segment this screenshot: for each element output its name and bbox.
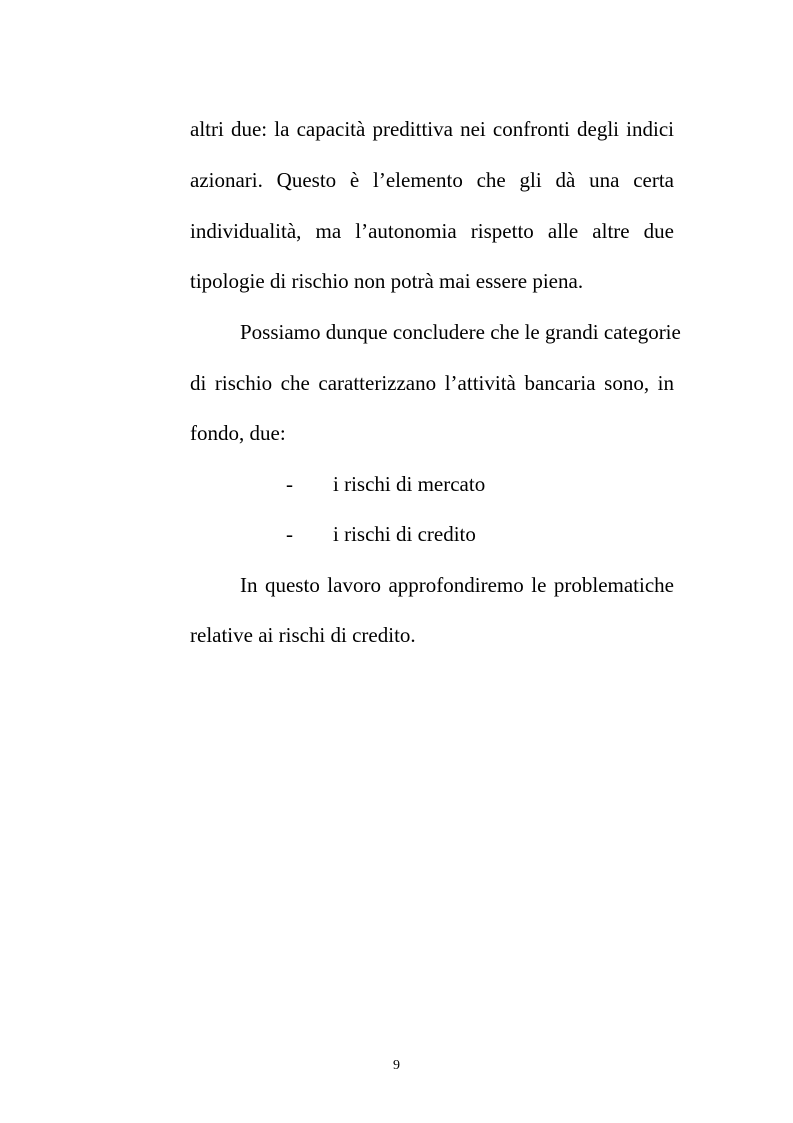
list-item-text: i rischi di mercato	[333, 472, 486, 496]
paragraph-3-line-1: In questo lavoro approfondiremo le problematiche	[240, 573, 674, 597]
paragraph-1-line-4: tipologie di rischio non potrà mai essere piena.	[190, 269, 584, 293]
paragraph-1-line-2: azionari. Questo è l’elemento che gli dà una certa	[190, 168, 674, 192]
paragraph-1-line-3: individualità, ma l’autonomia rispetto alle altre due	[190, 219, 674, 243]
paragraph-1-line-1: altri due: la capacità predittiva nei confronti degli indici	[190, 117, 674, 141]
list-marker: -	[286, 472, 293, 496]
page-number: 9	[393, 1058, 400, 1073]
list-item-text: i rischi di credito	[333, 522, 476, 546]
list-marker: -	[286, 522, 293, 546]
paragraph-2-line-2: di rischio che caratterizzano l’attività bancaria sono, in	[190, 371, 674, 395]
paragraph-2-line-3: fondo, due:	[190, 421, 286, 445]
paragraph-2-line-1: Possiamo dunque concludere che le grandi categorie	[240, 320, 681, 344]
paragraph-3-line-2: relative ai rischi di credito.	[190, 623, 416, 647]
